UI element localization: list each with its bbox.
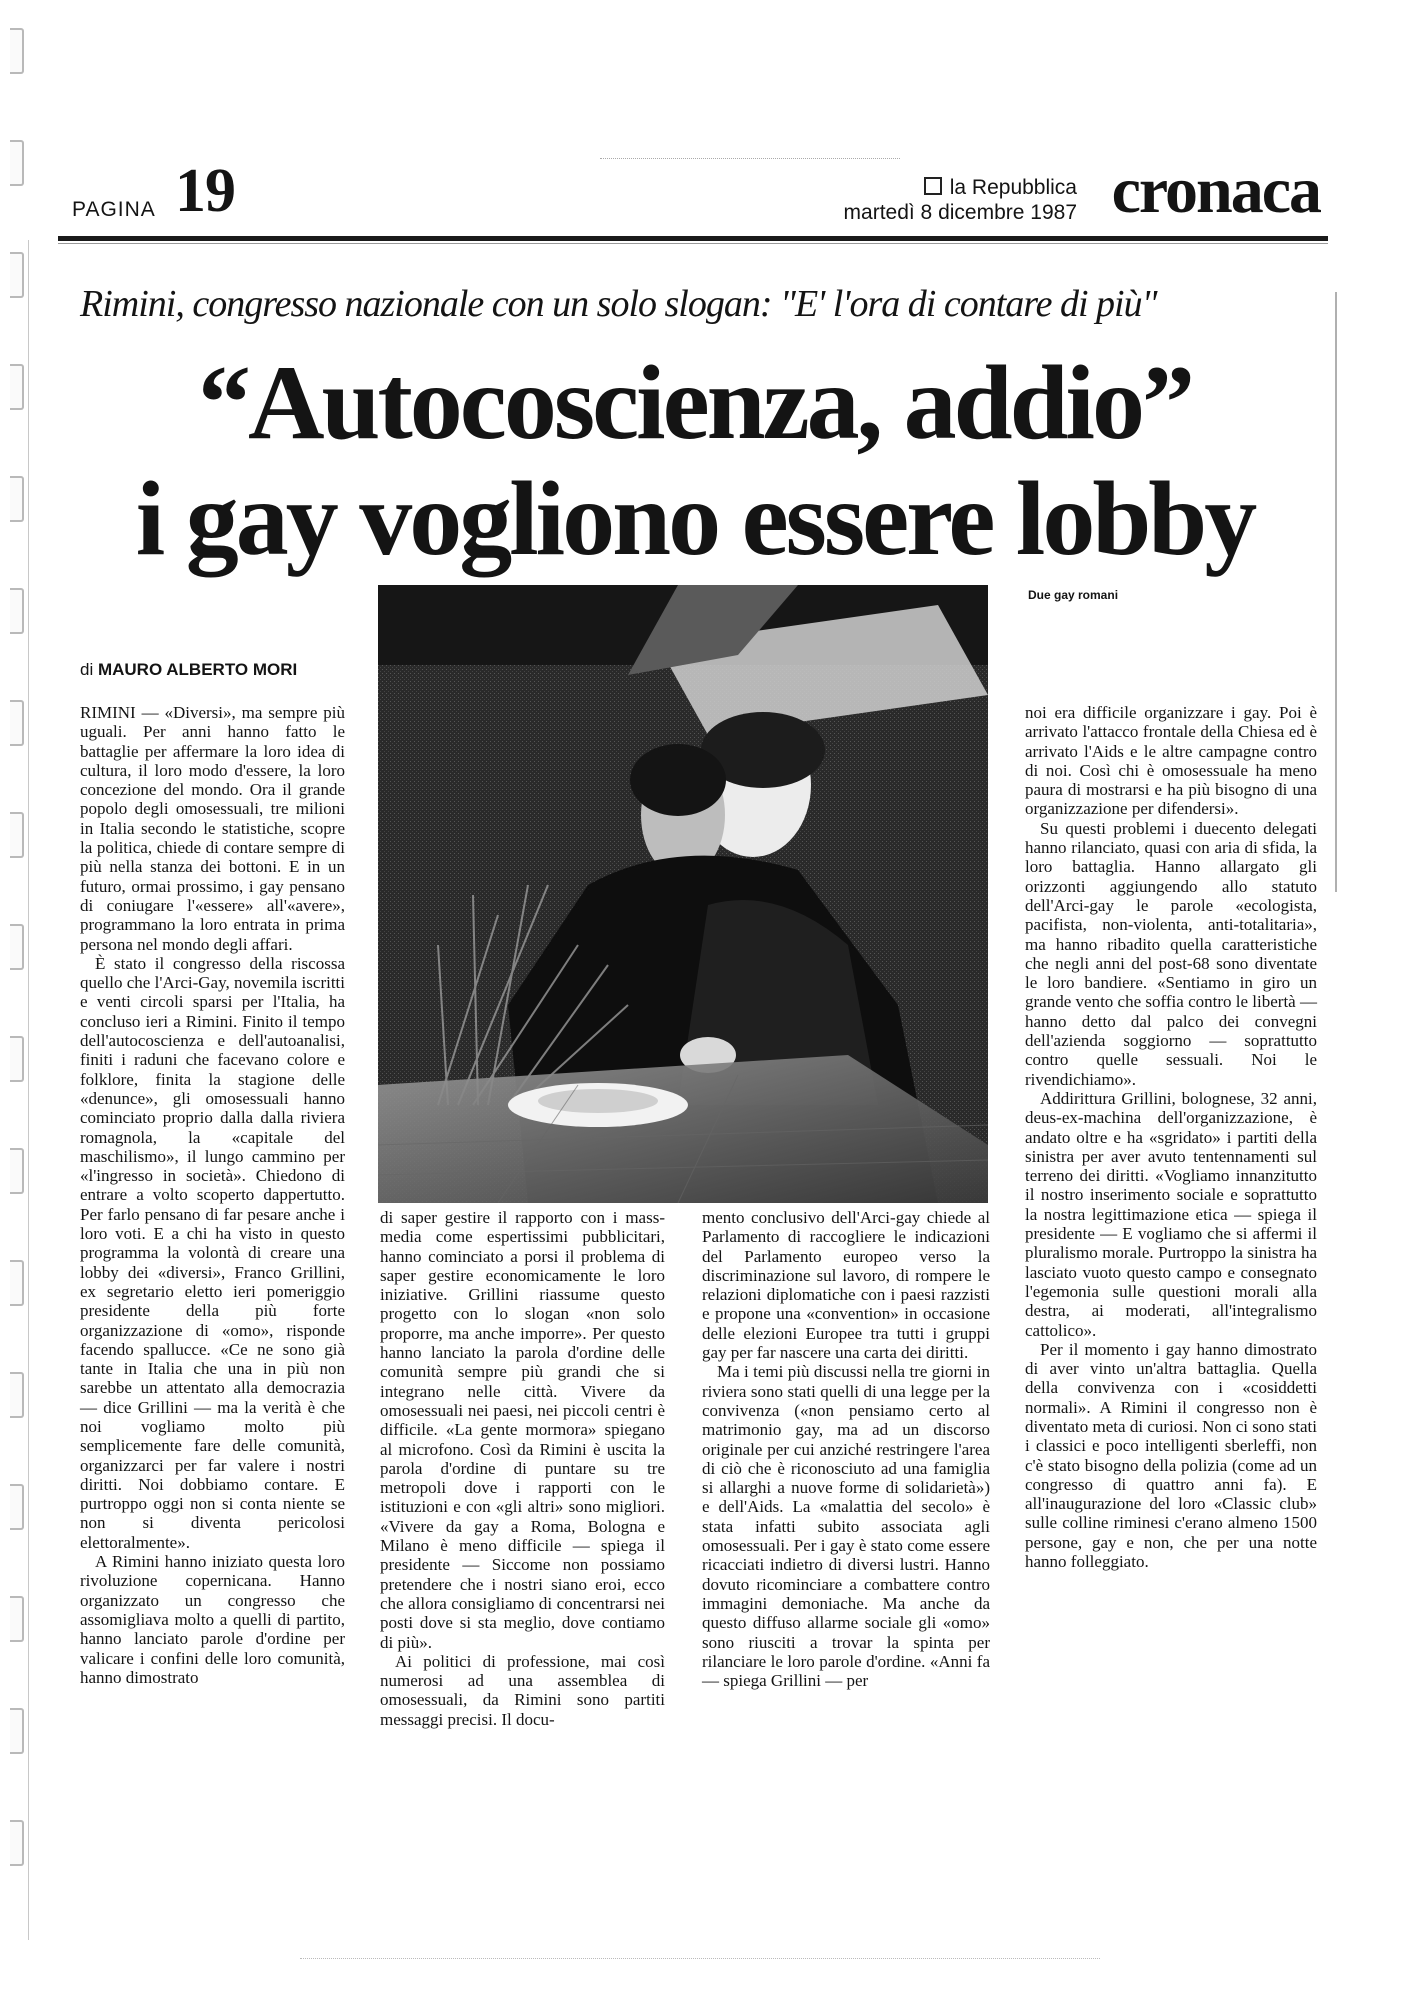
binder-hole	[10, 140, 24, 186]
article-kicker: Rimini, congresso nazionale con un solo slogan: "E' l'ora di contare di più"	[80, 283, 1157, 325]
headline-line-2: i gay vogliono essere lobby	[135, 460, 1255, 577]
binder-hole	[10, 252, 24, 298]
headline-line-1: “Autocoscienza, addio”	[198, 344, 1192, 461]
binder-hole	[10, 1148, 24, 1194]
binder-hole	[10, 28, 24, 74]
byline	[80, 660, 297, 680]
paragraph: A Rimini hanno iniziato questa loro rivoluzione copernicana. Hanno organizzato un congresso che assomigliava molto a quelli di partito, hanno lanciato parole d'ordine per valicare i confini delle loro comunità, hanno dimostrato	[80, 1552, 345, 1687]
page-label: PAGINA	[72, 198, 156, 221]
paragraph: Ma i temi più discussi nella tre giorni in riviera sono stati quelli di una legge per la convivenza («non pensiamo certo al matrimonio gay, ma ad un discorso originale per cui anziché restringere l'area di ciò che è riconosciuto ad una famiglia si allarghi a nuove forme di solidarietà») e dell'Aids. La «malattia del secolo» è stata infatti subito associata agli omosessuali. Per i gay è stato come essere ricacciati indietro di diversi lustri. Hanno dovuto ricominciare a combattere contro immagini demoniache. Ma anche da questo diffuso allarme sociale gli «omo» sono riusciti a trovar la spinta per rilanciare le loro parole d'ordine. «Anni fa — spiega Grillini — per	[702, 1362, 990, 1691]
article-column-3	[702, 1208, 990, 1690]
article-column-1	[80, 703, 345, 1687]
binder-hole	[10, 924, 24, 970]
article-photo	[378, 585, 988, 1203]
paragraph: Ai politici di professione, mai così numerosi ad una assemblea di omosessuali, da Rimini sono partiti messaggi precisi. Il docu-	[380, 1651, 665, 1729]
header-rule-thin	[58, 243, 1328, 244]
paper-name: la Repubblica	[949, 176, 1077, 199]
photo-caption: Due gay romani	[1028, 588, 1119, 602]
section-title: cronaca	[1111, 154, 1320, 227]
checkbox-icon	[924, 177, 942, 195]
paragraph: Per il momento i gay hanno dimostrato di aver vinto un'altra battaglia. Quella della convivenza con i «cosiddetti normali». A Rimini il congresso non è diventato meta di curiosi. Non ci sono stati i classici e poco intelligenti sberleffi, non c'è stato bisogno della polizia (come ad un congresso di quattro anni fa). E all'inaugurazione del loro «Classic club» sulle colline riminesi c'erano almeno 1500 persone, gay e non, che per una notte hanno folleggiato.	[1025, 1339, 1317, 1572]
binder-hole	[10, 812, 24, 858]
binder-hole	[10, 1820, 24, 1866]
binder-hole	[10, 476, 24, 522]
binder-hole	[10, 1260, 24, 1306]
byline-author: MAURO ALBERTO MORI	[97, 660, 298, 679]
scan-speckle	[600, 158, 900, 160]
paragraph: mento conclusivo dell'Arci-gay chiede al Parlamento di raccogliere le indicazioni del Parlamento europeo verso la discriminazione sul lavoro, di rompere le relazioni diplomatiche con i paesi razzisti e propone una «convention» in occasione delle elezioni Europee tra tutti i gruppi gay per far nascere una carta dei diritti.	[702, 1208, 990, 1363]
binder-hole	[10, 364, 24, 410]
binder-hole	[10, 1484, 24, 1530]
column-rule	[1335, 292, 1337, 892]
binder-hole	[10, 1596, 24, 1642]
margin-line	[28, 240, 29, 1940]
masthead-info	[844, 175, 1077, 225]
scan-speckle	[300, 1958, 1100, 1960]
page-number: 19	[175, 157, 235, 225]
header-rule	[58, 236, 1328, 241]
binder-hole	[10, 588, 24, 634]
binder-hole	[10, 1708, 24, 1754]
paragraph: Addirittura Grillini, bolognese, 32 anni, deus-ex-machina dell'organizzazione, è andato oltre e ha «sgridato» i partiti della sinistra per aver avuto tentennamenti sul terreno dei diritti. «Vogliamo innanzitutto il nostro inserimento sociale e soprattutto la nostra legittimazione etica — spiega il presidente — E vogliamo che si affermi il pluralismo morale. Purtroppo la sinistra ha lasciato vuoto questo campo e consegnato l'egemonia sulle questioni morali alla destra, ai moderati, all'integralismo cattolico».	[1025, 1088, 1317, 1340]
paragraph: È stato il congresso della riscossa quello che l'Arci-Gay, novemila iscritti e venti circoli sparsi per l'Italia, ha concluso ieri a Rimini. Finito il tempo dell'autocoscienza e dell'autoanalisi, finiti i raduni che facevano colore e folklore, finita la stagione delle «denunce», gli omosessuali hanno cominciato proprio dalla dalla riviera romagnola, la «capitale del maschilismo», il lungo cammino per «l'ingresso in società». Chiedono di entrare a volto scoperto dappertutto. Per farlo pensano di far pesare anche i loro voti. E a chi ha visto in questo programma la volontà di creare una lobby dei «diversi», Franco Grillini, ex segretario eletto ieri pomeriggio presidente della più forte organizzazione di «omo», risponde facendo spallucce. «Ce ne sono già tante in Italia che una in più non sarebbe un attentato alla democrazia — dice Grillini — ma la verità è che noi vogliamo molto più semplicemente fare delle comunità, organizzarci per far valere i nostri diritti. Noi dobbiamo contare. E purtroppo oggi non si conta niente se non si diventa pericolosi elettoralmente».	[80, 953, 345, 1552]
article-column-2	[380, 1208, 665, 1729]
binder-margin	[0, 0, 36, 2000]
binder-hole	[10, 1372, 24, 1418]
binder-hole	[10, 1036, 24, 1082]
paragraph: di saper gestire il rapporto con i mass-media come espertissimi pubblicitari, hanno cominciato a porsi il problema di saper gestire economicamente le loro iniziative. Grillini riassume questo progetto con lo slogan «non solo proporre, ma anche imporre». Per questo hanno lanciato la parola d'ordine delle comunità sempre più grandi che si integrano nelle città. Vivere da omosessuali nei paesi, nei piccoli centri è difficile. «La gente mormora» spiegano al microfono. Così da Rimini è uscita la parola d'ordine di puntare su tre metropoli dove i rapporti con le istituzioni e con «gli altri» sono migliori. «Vivere da gay a Roma, Bologna e Milano è meno difficile — spiega il presidente — Siccome non possiamo pretendere che i nostri siano eroi, ecco che allora consigliamo di concentrarsi nei posti dove si sta meglio, dove contiamo di più».	[380, 1208, 665, 1652]
paragraph: noi era difficile organizzare i gay. Poi è arrivato l'attacco frontale della Chiesa ed è arrivato l'Aids e le altre campagne contro di noi. Così chi è omosessuale ha meno paura di mostrarsi e ha più bisogno di una organizzazione per difendersi».	[1025, 703, 1317, 819]
paragraph: RIMINI — «Diversi», ma sempre più uguali. Per anni hanno fatto le battaglie per affermare la loro idea di cultura, il loro modo d'essere, la loro concezione del mondo. Ora il grande popolo degli omosessuali, tre milioni in Italia secondo le statistiche, scopre la politica, chiede di contare sempre di più nella stanza dei bottoni. E in un futuro, ormai prossimo, i gay pensano di coniugare l'«essere» all'«avere», programmano la loro entrata in prima persona nel mondo degli affari.	[80, 703, 345, 954]
binder-hole	[10, 700, 24, 746]
article-headline	[70, 345, 1320, 577]
byline-prefix: di	[80, 660, 94, 679]
paragraph: Su questi problemi i duecento delegati hanno rilanciato, quasi con aria di sfida, la loro battaglia. Hanno allargato gli orizzonti aggiungendo allo statuto dell'Arci-gay le parole «ecologista, pacifista, non-violenta, anti-totalitaria», ma hanno ribadito quella caratteristiche che negli anni del post-68 sono diventate le loro bandiere. «Sentiamo in giro un grande vento che soffia contro le libertà — hanno detto dal palco dei convegni dell'azienda soggiorno — soprattutto contro quelle sessuali. Noi le rivendichiamo».	[1025, 818, 1317, 1089]
issue-date: martedì 8 dicembre 1987	[843, 201, 1077, 224]
article-column-4	[1025, 703, 1317, 1571]
